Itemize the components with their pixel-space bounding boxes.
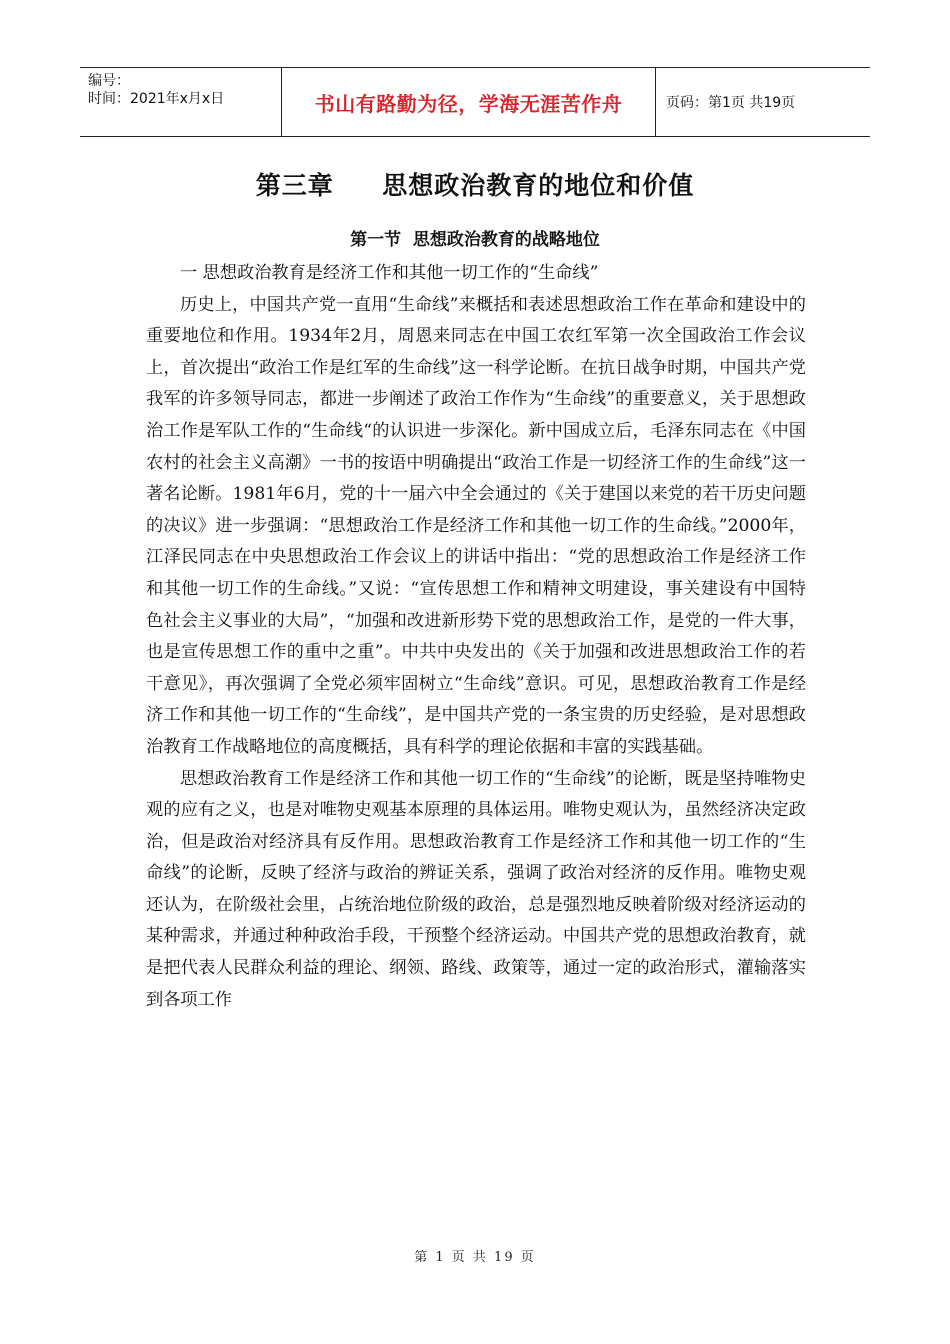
- header-page-cell: [656, 68, 870, 136]
- document-body: [146, 258, 806, 1016]
- time-label: 时间：2021年x月x日: [88, 91, 225, 107]
- paragraph: 思想政治教育工作是经济工作和其他一切工作的“生命线”的论断，既是坚持唯物史观的应有之义，也是对唯物史观基本原理的具体运用。唯物史观认为，虽然经济决定政治，但是政治对经济具有反作用。思想政治教育工作是经济工作和其他一切工作的“生命线”的论断，反映了经济与政治的辨证关系，强调了政治对经济的反作用。唯物史观还认为，在阶级社会里，占统治地位阶级的政治，总是强烈地反映着阶级对经济运动的某种需求，并通过种种政治手段，干预整个经济运动。中国共产党的思想政治教育，就是把代表人民群众利益的理论、纲领、路线、政策等，通过一定的政治形式，灌输落实到各项工作: [146, 768, 806, 1010]
- header-table: [80, 67, 870, 137]
- section-title: 第一节 思想政治教育的战略地位: [350, 230, 600, 250]
- subheading: 一 思想政治教育是经济工作和其他一切工作的“生命线”: [180, 263, 599, 283]
- number-label: 编号：: [88, 73, 130, 89]
- chapter-title: 第三章 思想政治教育的地位和价值: [255, 171, 695, 200]
- motto-text: 书山有路勤为径，学海无涯苦作舟: [314, 91, 623, 116]
- header-motto-cell: [282, 68, 656, 136]
- page-footer: 第 1 页 共 19 页: [414, 1250, 536, 1265]
- page-info: 页码：第1页 共19页: [666, 95, 796, 111]
- paragraph: 历史上，中国共产党一直用“生命线”来概括和表述思想政治工作在革命和建设中的重要地位和作用。1934年2月，周恩来同志在中国工农红军第一次全国政治工作会议上，首次提出“政治工作是红军的生命线”这一科学论断。在抗日战争时期，中国共产党我军的许多领导同志，都进一步阐述了政治工作作为“生命线”的重要意义，关于思想政治工作是军队工作的“生命线“的认识进一步深化。新中国成立后，毛泽东同志在《中国农村的社会主义高潮》一书的按语中明确提出“政治工作是一切经济工作的生命线”这一著名论断。1981年6月，党的十一届六中全会通过的《关于建国以来党的若干历史问题的决议》进一步强调：“思想政治工作是经济工作和其他一切工作的生命线。”2000年，江泽民同志在中央思想政治工作会议上的讲话中指出：“党的思想政治工作是经济工作和其他一切工作的生命线。”又说：“宣传思想工作和精神文明建设，事关建设有中国特色社会主义事业的大局”，“加强和改进新形势下党的思想政治工作，是党的一件大事，也是宣传思想工作的重中之重”。中共中央发出的《关于加强和改进思想政治工作的若干意见》，再次强调了全党必须牢固树立“生命线”意识。可见，思想政治教育工作是经济工作和其他一切工作的“生命线”，是中国共产党的一条宝贵的历史经验，是对思想政治教育工作战略地位的高度概括，具有科学的理论依据和丰富的实践基础。: [146, 294, 806, 757]
- header-meta-cell: [80, 68, 282, 136]
